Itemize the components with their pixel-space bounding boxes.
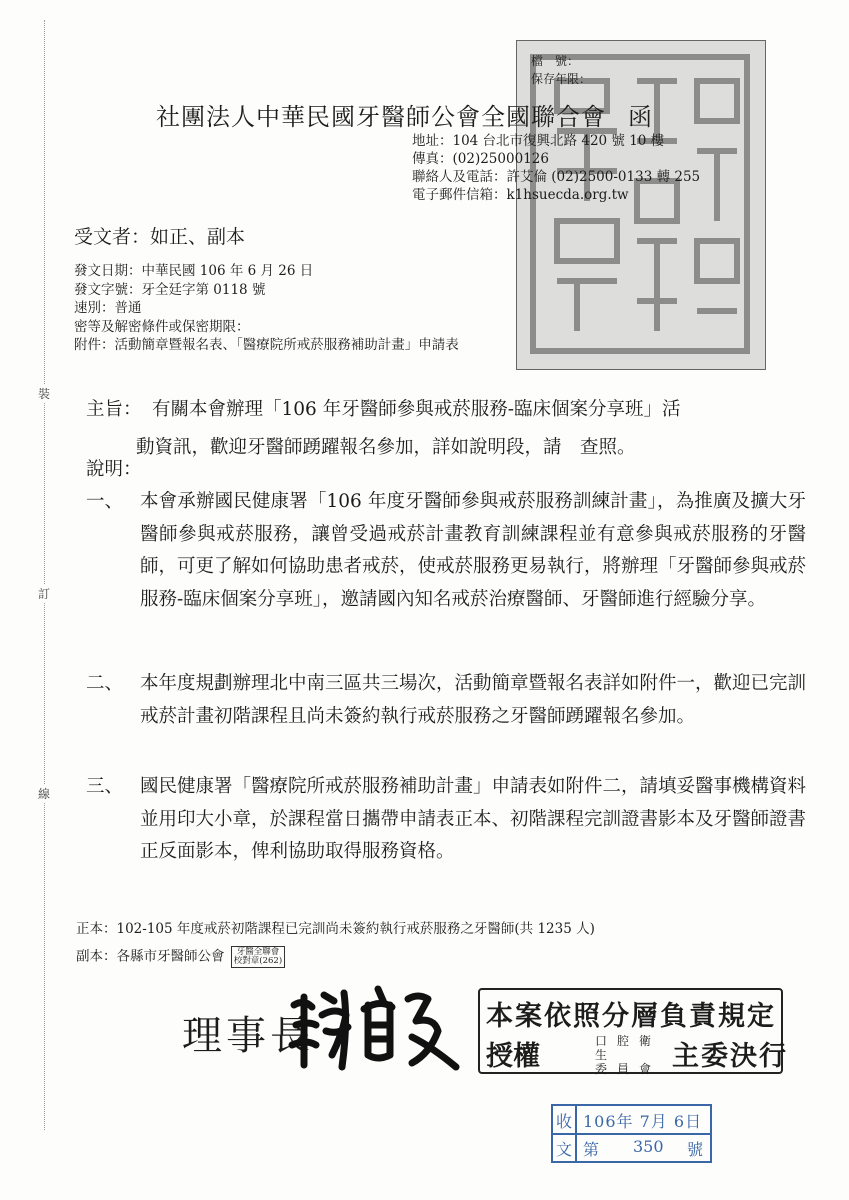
file-meta [531, 52, 591, 88]
receipt-date: 106年 7月 6日 [583, 1112, 703, 1131]
committee-char: 員 [616, 1062, 629, 1076]
chairman-signature [286, 975, 466, 1079]
organization-name: 社團法人中華民國牙醫師公會全國聯合會 [156, 103, 606, 131]
document-type: 函 [628, 103, 653, 131]
dispatch-number: 發文字號：牙全廷字第 0118 號 [74, 281, 266, 298]
item-number: 二、 [86, 673, 124, 694]
email: 電子郵件信箱：k1hsuecda.org.tw [412, 187, 629, 203]
receipt-divider [553, 1133, 710, 1135]
explanation-item-3 [86, 771, 806, 869]
binding-mark-ding: 訂 [34, 585, 54, 602]
subject-section [86, 391, 806, 467]
receipt-number: 350 [633, 1137, 664, 1156]
committee-char: 衛 [638, 1034, 651, 1048]
archive-number-label: 檔 號： [531, 54, 580, 68]
recipient: 受文者：如正、副本 [74, 226, 246, 248]
item-text: 國民健康署「醫療院所戒菸服務補助計畫」申請表如附件二，請填妥醫事機構資料並用印大小章，於課程當日攜帶申請表正本、初階課程完訓證書影本及牙醫師證書正反面影本，俾利協助取得服務資格。 [140, 776, 807, 862]
contact-block [412, 132, 700, 204]
contact-person: 聯絡人及電話：許艾倫 (02)2500-0133 轉 255 [412, 169, 701, 185]
receipt-label-bottom: 文 [556, 1140, 573, 1159]
official-seal [516, 40, 766, 370]
committee-char: 生 [594, 1048, 607, 1062]
signature-scribble [286, 975, 466, 1075]
subject-label: 主旨： [86, 399, 142, 420]
item-text: 本會承辦國民健康署「106 年度牙醫師參與戒菸服務訓練計畫」，為推廣及擴大牙醫師參與戒菸服務，讓曾受過戒菸計畫教育訓練課程並有意參與戒菸服務的牙醫師，可更了解如何協助患者戒菸，使戒菸服務更易執行，將辦理「牙醫師參與戒菸服務-臨床個案分享班」，邀請國內知名戒菸治療醫師、牙醫師進行經驗分享。 [140, 491, 807, 610]
item-number: 一、 [86, 491, 124, 512]
receipt-number-prefix: 第 [583, 1140, 600, 1159]
authorization-decision: 主委決行 [672, 1041, 788, 1072]
authorization-line-1: 本案依照分層負責規定 [486, 1001, 776, 1032]
original-recipients: 正本：102-105 年度戒菸初階課程已完訓尚未簽約執行戒菸服務之牙醫師(共 1235 人) [76, 921, 595, 937]
proofreading-stamp-line-2: 校對章(262) [233, 956, 283, 966]
subject-line-2: 動資訊，歡迎牙醫師踴躍報名參加，詳如說明段，請 查照。 [136, 437, 636, 458]
committee-char: 會 [638, 1062, 651, 1076]
committee-char: 口 [594, 1034, 607, 1048]
document-header [156, 97, 653, 132]
receipt-label-top: 收 [556, 1112, 573, 1131]
subject-line-1: 有關本會辦理「106 年牙醫師參與戒菸服務-臨床個案分享班」活 [152, 399, 681, 420]
binding-line [44, 20, 45, 1130]
retention-label: 保存年限： [531, 72, 592, 86]
receipt-number-suffix: 號 [687, 1140, 704, 1159]
address: 地址：104 台北市復興北路 420 號 10 樓 [412, 133, 665, 149]
proofreading-stamp-line-1: 牙醫全聯會 [236, 947, 280, 957]
authorization-grant: 授權 [486, 1041, 540, 1072]
copy-recipients [76, 946, 285, 968]
dispatch-speed: 速別：普通 [74, 300, 142, 316]
dispatch-date: 發文日期：中華民國 106 年 6 月 26 日 [74, 263, 314, 279]
committee-char: 腔 [616, 1034, 629, 1048]
proofreading-stamp [231, 946, 285, 968]
binding-mark-xian: 線 [34, 785, 54, 802]
copy-recipients-text: 副本：各縣市牙醫師公會 [76, 948, 225, 965]
committee-char: 委 [594, 1062, 607, 1076]
explanation-item-2 [86, 668, 806, 733]
item-number: 三、 [86, 776, 124, 797]
dispatch-meta [74, 262, 459, 355]
chairman-title: 理事長 [182, 1013, 314, 1059]
fax: 傳真：(02)25000126 [412, 151, 549, 167]
receipt-stamp [551, 1104, 712, 1163]
committee-name [590, 1034, 670, 1076]
explanation-item-1 [86, 486, 806, 616]
binding-mark-zhuang: 裝 [34, 385, 54, 402]
item-text: 本年度規劃辦理北中南三區共三場次，活動簡章暨報名表詳如附件一，歡迎已完訓戒菸計畫初階課程且尚未簽約執行戒菸服務之牙醫師踴躍報名參加。 [140, 673, 807, 727]
explanation-title: 說明： [86, 459, 142, 480]
attachments: 附件：活動簡章暨報名表、「醫療院所戒菸服務補助計畫」申請表 [74, 337, 459, 353]
secrecy-level: 密等及解密條件或保密期限： [74, 318, 250, 335]
